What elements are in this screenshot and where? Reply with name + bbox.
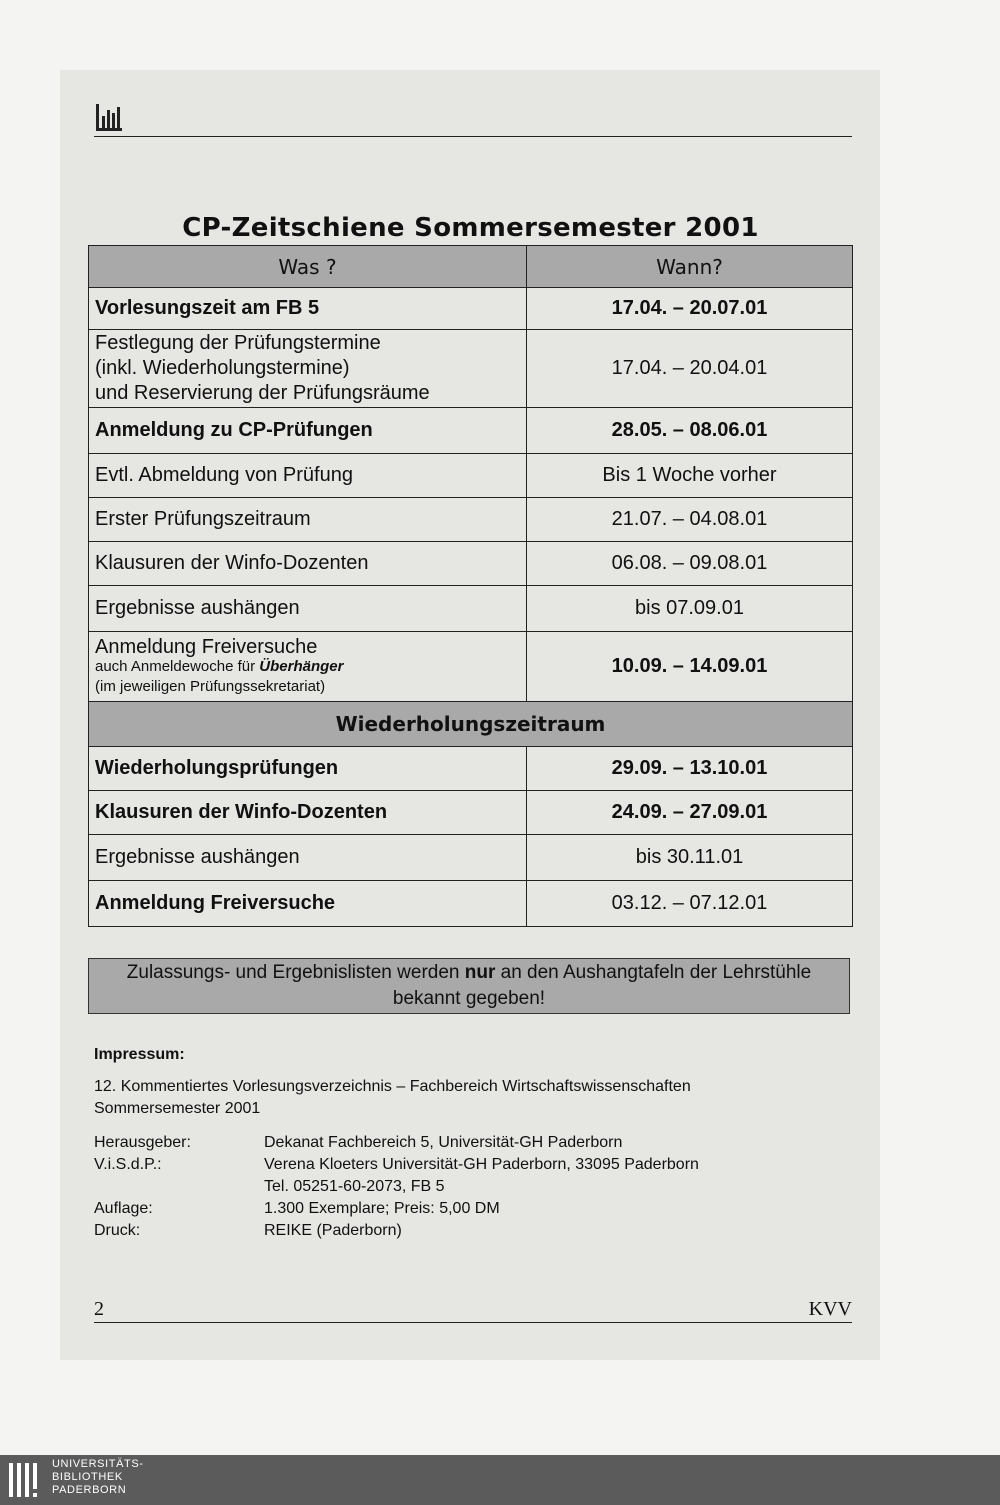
row-what-emphasis: Überhänger bbox=[259, 657, 344, 675]
row-what-line: Anmeldung Freiversuche bbox=[95, 635, 318, 658]
row-when: bis 30.11.01 bbox=[527, 835, 853, 881]
row-what bbox=[89, 330, 527, 408]
table-row bbox=[89, 330, 853, 408]
row-when: 24.09. – 27.09.01 bbox=[527, 791, 853, 835]
table-row bbox=[89, 586, 853, 632]
impressum-line: Sommersemester 2001 bbox=[94, 1100, 261, 1117]
row-what: Anmeldung Freiversuche bbox=[89, 881, 527, 927]
label-druck: Druck: bbox=[94, 1222, 141, 1239]
row-what-small: auch Anmeldewoche für bbox=[95, 657, 260, 675]
row-when: 29.09. – 13.10.01 bbox=[527, 747, 853, 791]
schedule-table bbox=[88, 245, 853, 927]
library-logo-icon bbox=[8, 1459, 44, 1501]
row-when: 10.09. – 14.09.01 bbox=[527, 632, 853, 702]
table-row bbox=[89, 835, 853, 881]
notice-emphasis: nur bbox=[464, 962, 496, 983]
impressum-heading: Impressum: bbox=[94, 1046, 185, 1063]
table-row bbox=[89, 632, 853, 702]
table-row bbox=[89, 408, 853, 454]
table-row bbox=[89, 881, 853, 927]
row-what bbox=[89, 632, 527, 702]
value-auflage: 1.300 Exemplare; Preis: 5,00 DM bbox=[264, 1200, 500, 1217]
impressum bbox=[94, 1046, 834, 1242]
page-title: CP-Zeitschiene Sommersemester 2001 bbox=[182, 213, 759, 243]
footer-rule bbox=[94, 1322, 852, 1323]
notice-text-part: Zulassungs- und Ergebnislisten werden bbox=[126, 962, 465, 983]
row-when: bis 07.09.01 bbox=[527, 586, 853, 632]
section-row bbox=[89, 702, 853, 747]
column-header-when: Wann? bbox=[527, 246, 853, 288]
row-what: Klausuren der Winfo-Dozenten bbox=[89, 791, 527, 835]
notice-box bbox=[88, 958, 850, 1014]
library-name-line: PADERBORN bbox=[52, 1484, 127, 1496]
row-what-line: (inkl. Wiederholungstermine) bbox=[95, 357, 350, 379]
row-what-line: Festlegung der Prüfungstermine bbox=[95, 332, 381, 354]
value-tel: Tel. 05251-60-2073, FB 5 bbox=[264, 1178, 445, 1195]
row-what-subline bbox=[95, 657, 520, 677]
row-when: Bis 1 Woche vorher bbox=[527, 454, 853, 498]
row-when: 17.04. – 20.04.01 bbox=[527, 330, 853, 408]
table-row bbox=[89, 498, 853, 542]
value-visdp: Verena Kloeters Universität-GH Paderborn, 33095 Paderborn bbox=[264, 1156, 699, 1173]
page-number: 2 bbox=[94, 1298, 104, 1320]
library-name-line: BIBLIOTHEK bbox=[52, 1471, 123, 1483]
row-when: 21.07. – 04.08.01 bbox=[527, 498, 853, 542]
value-herausgeber: Dekanat Fachbereich 5, Universität-GH Paderborn bbox=[264, 1134, 623, 1151]
row-when: 06.08. – 09.08.01 bbox=[527, 542, 853, 586]
faculty-logo-icon bbox=[94, 102, 124, 134]
table-row bbox=[89, 454, 853, 498]
notice-text bbox=[109, 960, 829, 1012]
row-when: 28.05. – 08.06.01 bbox=[527, 408, 853, 454]
library-bar bbox=[0, 1455, 1000, 1505]
table-row bbox=[89, 747, 853, 791]
row-what-small2: (im jeweiligen Prüfungssekretariat) bbox=[95, 677, 326, 695]
header-rule bbox=[94, 136, 852, 137]
row-what-line: und Reservierung der Prüfungsräume bbox=[95, 382, 430, 404]
row-what: Vorlesungszeit am FB 5 bbox=[89, 288, 527, 330]
table-row bbox=[89, 791, 853, 835]
impressum-line: 12. Kommentiertes Vorlesungsverzeichnis – Fachbereich Wirtschaftswissenschaften bbox=[94, 1078, 691, 1095]
library-name bbox=[52, 1458, 144, 1497]
row-what: Klausuren der Winfo-Dozenten bbox=[89, 542, 527, 586]
label-auflage: Auflage: bbox=[94, 1200, 153, 1217]
row-what: Evtl. Abmeldung von Prüfung bbox=[89, 454, 527, 498]
label-herausgeber: Herausgeber: bbox=[94, 1134, 191, 1151]
row-what: Anmeldung zu CP-Prüfungen bbox=[89, 408, 527, 454]
row-what: Ergebnisse aushängen bbox=[89, 835, 527, 881]
row-what: Erster Prüfungszeitraum bbox=[89, 498, 527, 542]
library-name-line: UNIVERSITÄTS- bbox=[52, 1458, 144, 1470]
notice-text-part: an den Aushangtafeln der Lehrstühle bekannt gegeben! bbox=[392, 962, 812, 1009]
footer-label: KVV bbox=[808, 1298, 852, 1320]
label-visdp: V.i.S.d.P.: bbox=[94, 1156, 162, 1173]
table-header-row bbox=[89, 246, 853, 288]
value-druck: REIKE (Paderborn) bbox=[264, 1222, 402, 1239]
section-title: Wiederholungszeitraum bbox=[89, 702, 853, 747]
impressum-details bbox=[94, 1132, 834, 1242]
row-what: Wiederholungsprüfungen bbox=[89, 747, 527, 791]
table-row bbox=[89, 542, 853, 586]
row-what: Ergebnisse aushängen bbox=[89, 586, 527, 632]
table-row bbox=[89, 288, 853, 330]
row-when: 03.12. – 07.12.01 bbox=[527, 881, 853, 927]
row-when: 17.04. – 20.07.01 bbox=[527, 288, 853, 330]
column-header-what: Was ? bbox=[89, 246, 527, 288]
